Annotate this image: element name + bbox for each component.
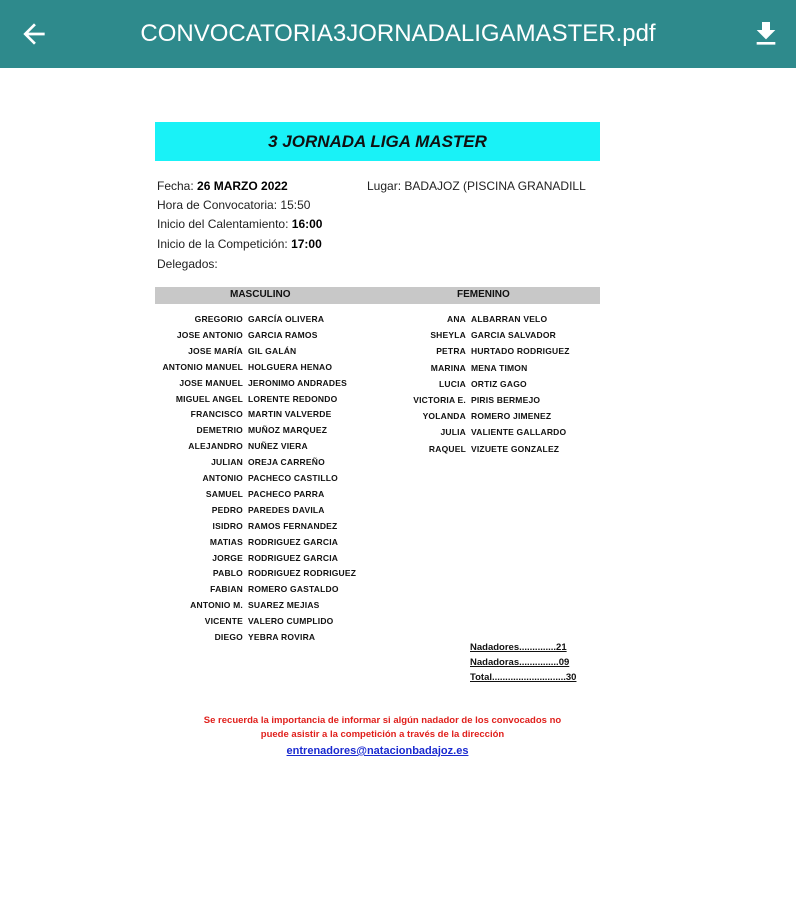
masculino-first-name: FABIAN xyxy=(210,584,243,595)
nadadoras-total: Nadadoras...............09 xyxy=(470,657,570,668)
masculino-first-name: ANTONIO MANUEL xyxy=(162,361,243,372)
delegados-label: Delegados: xyxy=(157,257,218,271)
roster-header xyxy=(155,287,600,304)
masculino-last-name: SUAREZ MEJIAS xyxy=(248,600,320,611)
calentamiento-value: 16:00 xyxy=(291,217,323,231)
masculino-first-name: MATIAS xyxy=(209,536,243,547)
masculino-last-name: PACHECO PARRA xyxy=(248,488,325,499)
femenino-header: FEMENINO xyxy=(457,289,510,300)
document-banner-title: 3 JORNADA LIGA MASTER xyxy=(155,122,600,161)
femenino-last-name: ALBARRAN VELO xyxy=(471,314,548,324)
masculino-first-name: MIGUEL ANGEL xyxy=(175,393,243,404)
competicion-label: Inicio de la Competición: xyxy=(157,237,288,251)
notice-line-1: Se recuerda la importancia de informar si algún nadador de los convocados no xyxy=(203,715,562,726)
masculino-first-name: ANTONIO M. xyxy=(190,600,243,611)
masculino-last-name: GARCÍA OLIVERA xyxy=(248,314,325,324)
femenino-first-name: ANA xyxy=(446,314,466,324)
femenino-last-name: HURTADO RODRIGUEZ xyxy=(471,346,570,357)
femenino-first-name: MARINA xyxy=(430,362,466,373)
back-button[interactable] xyxy=(18,18,50,50)
download-button[interactable] xyxy=(750,18,782,50)
lugar-label: Lugar: xyxy=(367,179,402,193)
calentamiento-line xyxy=(157,217,322,231)
masculino-first-name: ALEJANDRO xyxy=(188,441,243,452)
arrow-left-icon xyxy=(18,18,50,50)
masculino-last-name: PACHECO CASTILLO xyxy=(248,473,338,483)
femenino-first-name: JULIA xyxy=(440,427,466,438)
masculino-last-name: RAMOS FERNANDEZ xyxy=(248,520,338,531)
masculino-first-name: GREGORIO xyxy=(194,314,243,324)
grand-total: Total............................30 xyxy=(470,672,577,683)
masculino-first-name: VICENTE xyxy=(204,616,243,627)
document-filename: CONVOCATORIA3JORNADALIGAMASTER.pdf xyxy=(140,20,656,47)
masculino-last-name: JERONIMO ANDRADES xyxy=(248,377,347,388)
femenino-first-name: RAQUEL xyxy=(428,443,466,454)
masculino-last-name: PAREDES DAVILA xyxy=(248,504,325,515)
femenino-first-name: VICTORIA E. xyxy=(413,395,466,405)
hora-convocatoria: Hora de Convocatoria: 15:50 xyxy=(157,198,311,212)
masculino-first-name: JOSE MANUEL xyxy=(179,377,243,388)
masculino-first-name: DIEGO xyxy=(214,632,243,642)
masculino-last-name: LORENTE REDONDO xyxy=(248,393,338,404)
lugar-value: BADAJOZ (PISCINA GRANADILL xyxy=(404,179,586,193)
masculino-last-name: GARCIA RAMOS xyxy=(248,329,318,340)
masculino-header: MASCULINO xyxy=(230,289,291,300)
pdf-viewer-toolbar xyxy=(0,0,796,68)
masculino-last-name: NUÑEZ VIERA xyxy=(248,441,308,452)
masculino-first-name: DEMETRIO xyxy=(196,425,243,436)
masculino-first-name: JULIAN xyxy=(211,457,243,468)
masculino-first-name: JOSE MARÍA xyxy=(188,345,243,356)
masculino-last-name: HOLGUERA HENAO xyxy=(248,361,333,372)
femenino-first-name: LUCIA xyxy=(439,378,466,389)
masculino-first-name: JOSE ANTONIO xyxy=(176,329,243,340)
femenino-first-name: YOLANDA xyxy=(422,411,466,422)
masculino-last-name: RODRIGUEZ RODRIGUEZ xyxy=(248,568,357,579)
femenino-last-name: MENA TIMON xyxy=(471,362,528,373)
masculino-first-name: JORGE xyxy=(212,552,243,563)
masculino-first-name: PEDRO xyxy=(211,504,243,515)
masculino-last-name: OREJA CARREÑO xyxy=(248,457,325,468)
masculino-last-name: RODRIGUEZ GARCIA xyxy=(248,536,339,547)
femenino-first-name: SHEYLA xyxy=(430,330,466,341)
competicion-value: 17:00 xyxy=(291,237,322,251)
masculino-first-name: ISIDRO xyxy=(212,520,243,531)
femenino-first-name: PETRA xyxy=(436,346,466,357)
contact-email-link[interactable]: entrenadores@natacionbadajoz.es xyxy=(286,745,469,757)
masculino-last-name: MUÑOZ MARQUEZ xyxy=(248,425,328,436)
nadadores-total: Nadadores..............21 xyxy=(470,642,567,653)
fecha-value: 26 MARZO 2022 xyxy=(197,179,288,193)
masculino-last-name: ROMERO GASTALDO xyxy=(248,584,339,595)
masculino-first-name: FRANCISCO xyxy=(190,409,243,420)
femenino-last-name: ROMERO JIMENEZ xyxy=(471,411,552,422)
masculino-last-name: YEBRA ROVIRA xyxy=(248,632,316,642)
masculino-first-name: SAMUEL xyxy=(205,488,243,499)
fecha-label: Fecha: xyxy=(157,179,194,193)
masculino-last-name: RODRIGUEZ GARCIA xyxy=(248,552,339,563)
masculino-last-name: MARTIN VALVERDE xyxy=(248,409,332,420)
lugar-line xyxy=(367,179,586,193)
download-icon xyxy=(750,18,782,50)
masculino-last-name: VALERO CUMPLIDO xyxy=(248,616,334,627)
competicion-line xyxy=(157,237,322,251)
femenino-last-name: GARCIA SALVADOR xyxy=(471,330,557,341)
fecha-line xyxy=(157,179,288,193)
notice-line-2: puede asistir a la competición a través de la dirección xyxy=(260,729,505,740)
masculino-last-name: GIL GALÁN xyxy=(248,345,297,356)
femenino-last-name: ORTIZ GAGO xyxy=(471,378,527,389)
calentamiento-label: Inicio del Calentamiento: xyxy=(157,217,289,231)
masculino-first-name: PABLO xyxy=(212,568,243,579)
femenino-last-name: VIZUETE GONZALEZ xyxy=(471,443,560,454)
femenino-last-name: PIRIS BERMEJO xyxy=(471,395,541,405)
masculino-first-name: ANTONIO xyxy=(202,473,243,483)
femenino-last-name: VALIENTE GALLARDO xyxy=(471,427,567,438)
